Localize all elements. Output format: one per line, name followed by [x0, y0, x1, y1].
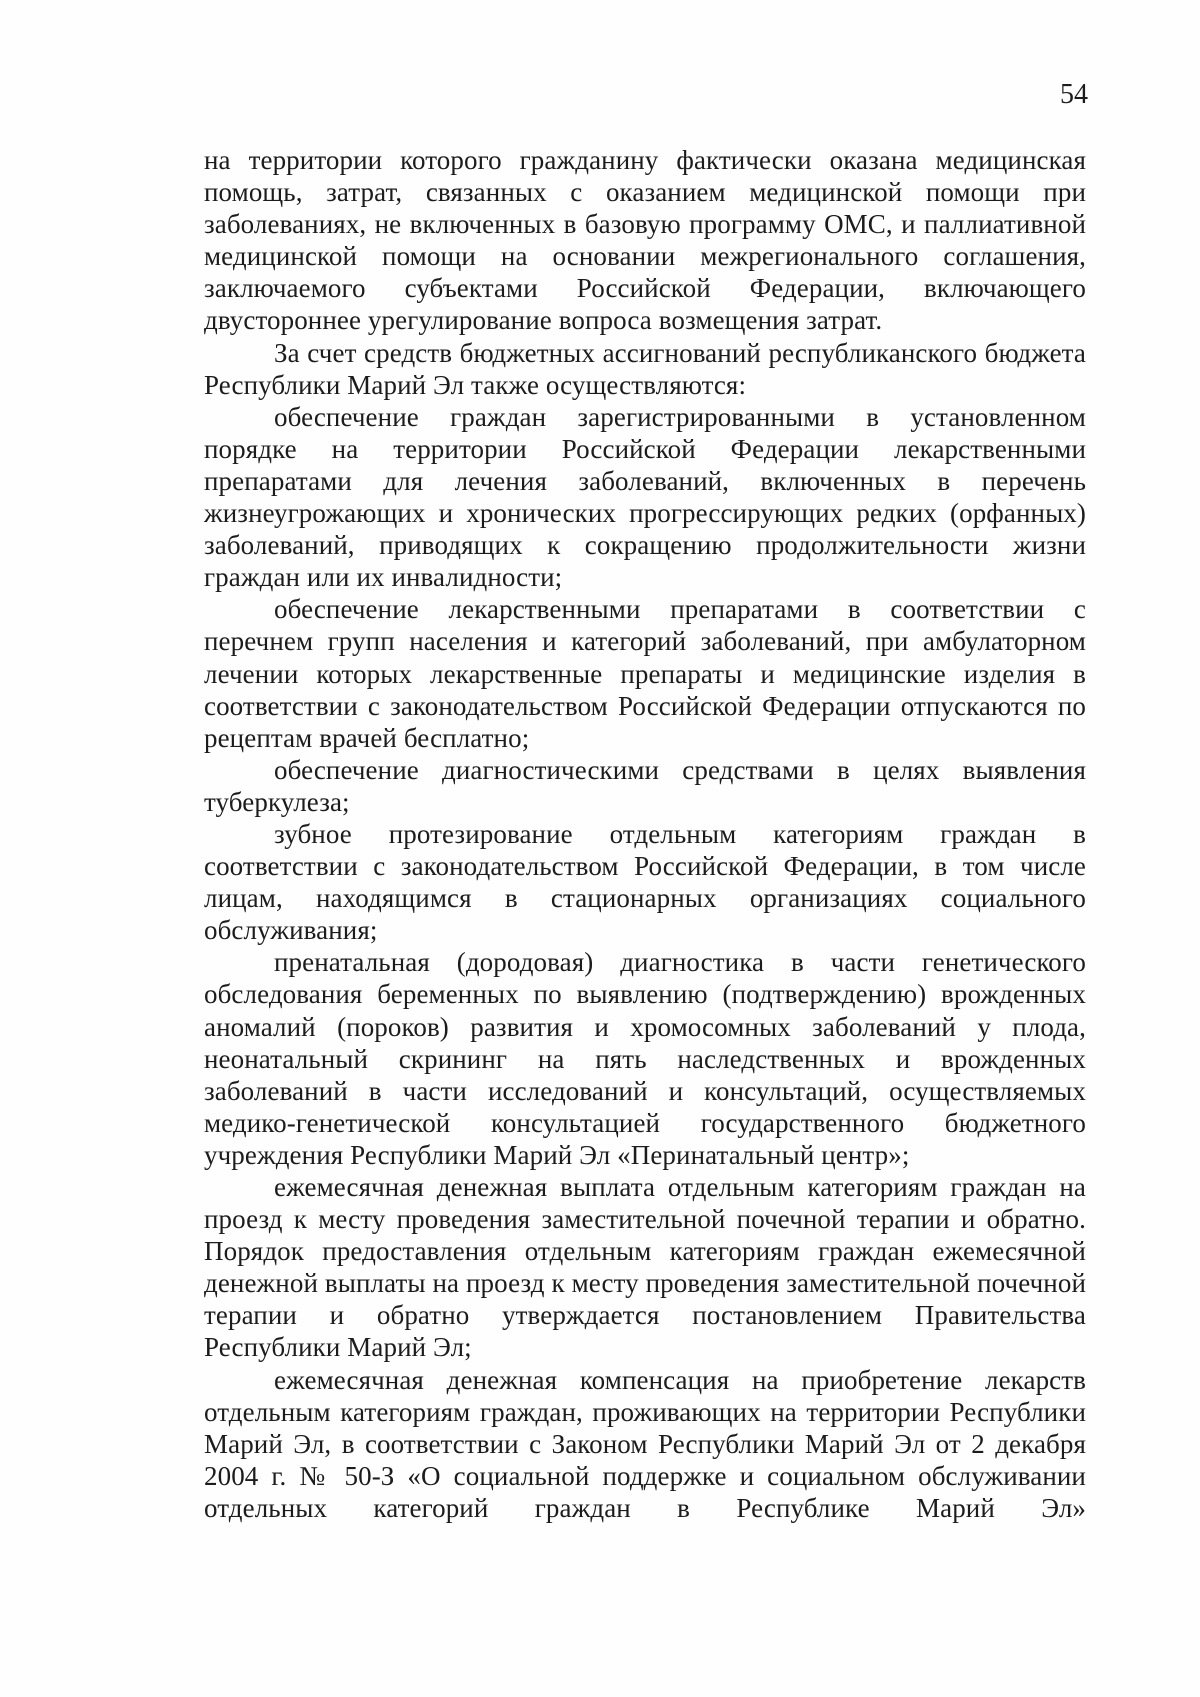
paragraph-dialysis-travel-payment: ежемесячная денежная выплата отдельным категориям граждан на проезд к месту проведения заместительной почечной терапии и обратно. Порядок предоставления отдельным категориям граждан ежемесячной денежной выплаты на проезд к месту проведения заместительной почечной терапии и обратно утверждается постановлением Правительства Республики Марий Эл; [204, 1172, 1086, 1363]
paragraph-free-prescriptions: обеспечение лекарственными препаратами в соответствии с перечнем групп населения и категорий заболеваний, при амбулаторном лечении которых лекарственные препараты и медицинские изделия в соответствии с законодательством Российской Федерации отпускаются по рецептам врачей бесплатно; [204, 594, 1086, 753]
page-number: 54 [1060, 79, 1088, 110]
paragraph-budget-intro: За счет средств бюджетных ассигнований республиканского бюджета Республики Марий Эл также осуществляются: [204, 337, 1086, 400]
paragraph-prenatal-diagnostics: пренатальная (дородовая) диагностика в части генетического обследования беременных по выявлению (подтверждению) врожденных аномалий (пороков) развития и хромосомных заболеваний у плода, неонатальный скрининг на пять наследственных и врожденных заболеваний в части исследований и консультаций, осуществляемых медико-генетической консультацией государственного бюджетного учреждения Республики Марий Эл «Перинатальный центр»; [204, 947, 1086, 1170]
paragraph-dental-prosthetics: зубное протезирование отдельным категориям граждан в соответствии с законодательством Российской Федерации, в том числе лицам, находящимся в стационарных организациях социального обслуживания; [204, 818, 1086, 946]
paragraph-orphan-diseases: обеспечение граждан зарегистрированными в установленном порядке на территории Российской Федерации лекарственными препаратами для лечения заболеваний, включенных в перечень жизнеугрожающих и хронических прогрессирующих редких (орфанных) заболеваний, приводящих к сокращению продолжительности жизни граждан или их инвалидности; [204, 401, 1086, 593]
paragraph-territory-costs: на территории которого гражданину фактически оказана медицинская помощь, затрат, связанных с оказанием медицинской помощи при заболеваниях, не включенных в базовую программу ОМС, и паллиативной медицинской помощи на основании межрегионального соглашения, заключаемого субъектами Российской Федерации, включающего двустороннее урегулирование вопроса возмещения затрат. [204, 145, 1086, 336]
paragraph-tuberculosis-diagnostics: обеспечение диагностическими средствами в целях выявления туберкулеза; [204, 754, 1086, 817]
paragraph-medicine-compensation: ежемесячная денежная компенсация на приобретение лекарств отдельным категориям граждан, проживающих на территории Республики Марий Эл, в соответствии с Законом Республики Марий Эл от 2 декабря 2004 г. № 50-З «О социальной поддержке и социальном обслуживании отдельных категорий граждан в Республике Марий Эл» [204, 1364, 1086, 1523]
document-body [204, 144, 1086, 1524]
